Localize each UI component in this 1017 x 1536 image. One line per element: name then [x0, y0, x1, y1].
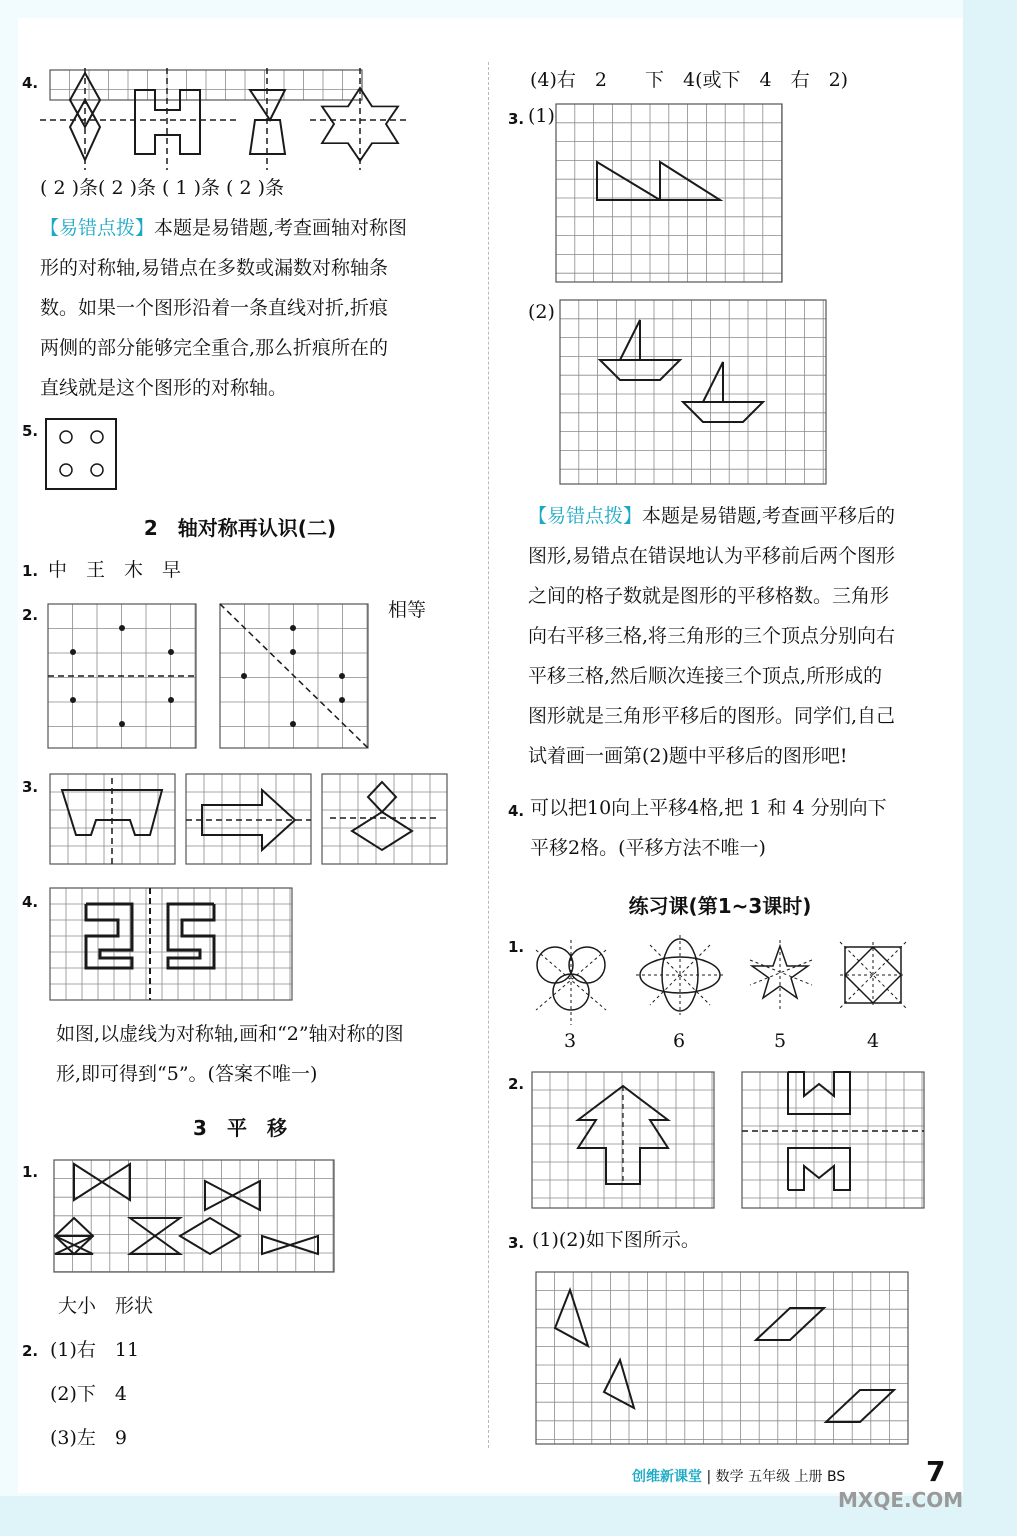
axis-count: 6	[673, 1030, 686, 1052]
question-number: 1.	[22, 1163, 39, 1181]
tip1-block	[40, 208, 460, 408]
axis-count: 3	[564, 1030, 577, 1052]
section-title: 练习课(第1~3课时)	[628, 894, 812, 918]
s3q2-line: (3)左 9	[50, 1427, 128, 1449]
q4-line: 平移2格。(平移方法不唯一)	[530, 837, 766, 859]
question-number: 2.	[22, 1342, 39, 1360]
q3-part-label: (1)	[528, 105, 555, 127]
question-number: 5.	[22, 422, 39, 440]
page-number: 7	[926, 1455, 946, 1488]
footer-info: 创维新课堂 | 数学 五年级 上册 BS	[632, 1469, 846, 1485]
brand-name: 创维新课堂	[632, 1469, 702, 1485]
footer-grade: 五年级	[748, 1469, 791, 1485]
question-number: 3.	[22, 778, 39, 796]
question-number: 4.	[22, 74, 39, 92]
s2q2-answer: 相等	[388, 599, 427, 621]
q2-part4-answer: (4)右 2 下 4(或下 4 右 2)	[530, 69, 849, 91]
q3-part-label: (2)	[528, 301, 555, 323]
tip2-line: 平移三格,然后顺次连接三个顶点,所形成的	[528, 665, 883, 687]
tip1-line: 数。如果一个图形沿着一条直线对折,折痕	[40, 297, 389, 319]
q4-line: 可以把10向上平移4格,把 1 和 4 分别向下	[530, 797, 887, 819]
tip2-block	[528, 496, 948, 776]
question-number: 3.	[508, 1234, 525, 1252]
question-number: 4.	[508, 802, 525, 820]
footer-subject: 数学	[715, 1469, 744, 1485]
question-number: 1.	[22, 562, 39, 580]
grid-figure-translations	[0, 0, 1, 1]
q4-answer: ( 2 )条( 2 )条 ( 1 )条 ( 2 )条	[40, 177, 285, 199]
tip1-line: 两侧的部分能够完全重合,那么折痕所在的	[40, 337, 389, 359]
footer-edition: BS	[826, 1469, 846, 1485]
p3-answer: (1)(2)如下图所示。	[532, 1229, 700, 1251]
q4-explanation	[530, 788, 950, 868]
question-number: 3.	[508, 110, 525, 128]
tip1-line: 形的对称轴,易错点在多数或漏数对称轴条	[40, 257, 389, 279]
section-title: 3 平 移	[193, 1116, 287, 1140]
tip-tag: 【易错点拨】	[528, 505, 643, 527]
question-number: 2.	[508, 1075, 525, 1093]
s2q1-answer: 中 王 木 早	[48, 559, 182, 581]
question-number: 1.	[508, 938, 525, 956]
tip1-line: 本题是易错题,考查画轴对称图	[154, 217, 408, 239]
question-number: 4.	[22, 893, 39, 911]
section-title: 2 轴对称再认识(二)	[143, 516, 337, 540]
question-number: 2.	[22, 606, 39, 624]
tip2-line: 试着画一画第(2)题中平移后的图形吧!	[528, 745, 848, 767]
decorative-border-right	[963, 0, 1017, 1536]
tip-tag: 【易错点拨】	[40, 217, 155, 239]
s3q2-line: (2)下 4	[50, 1383, 128, 1405]
s2q4-explanation	[56, 1014, 476, 1094]
axis-count: 4	[867, 1030, 880, 1052]
tip1-line: 直线就是这个图形的对称轴。	[40, 377, 288, 399]
s3q1-answer: 大小 形状	[58, 1295, 154, 1317]
tip2-line: 本题是易错题,考查画平移后的	[642, 505, 896, 527]
tip2-line: 向右平移三格,将三角形的三个顶点分别向右	[528, 625, 896, 647]
watermark: MXQE.COM	[838, 1488, 964, 1512]
column-divider	[488, 62, 489, 1448]
s3q2-line: (1)右 11	[50, 1339, 140, 1361]
axis-count: 5	[774, 1030, 787, 1052]
tip2-line: 图形,易错点在错误地认为平移前后两个图形	[528, 545, 896, 567]
s2q4-line: 形,即可得到“5”。(答案不唯一)	[56, 1063, 318, 1085]
tip2-line: 图形就是三角形平移后的图形。同学们,自己	[528, 705, 896, 727]
tip2-line: 之间的格子数就是图形的平移格数。三角形	[528, 585, 890, 607]
footer-volume: 上册	[794, 1469, 823, 1485]
s2q4-line: 如图,以虚线为对称轴,画和“2”轴对称的图	[56, 1023, 404, 1045]
